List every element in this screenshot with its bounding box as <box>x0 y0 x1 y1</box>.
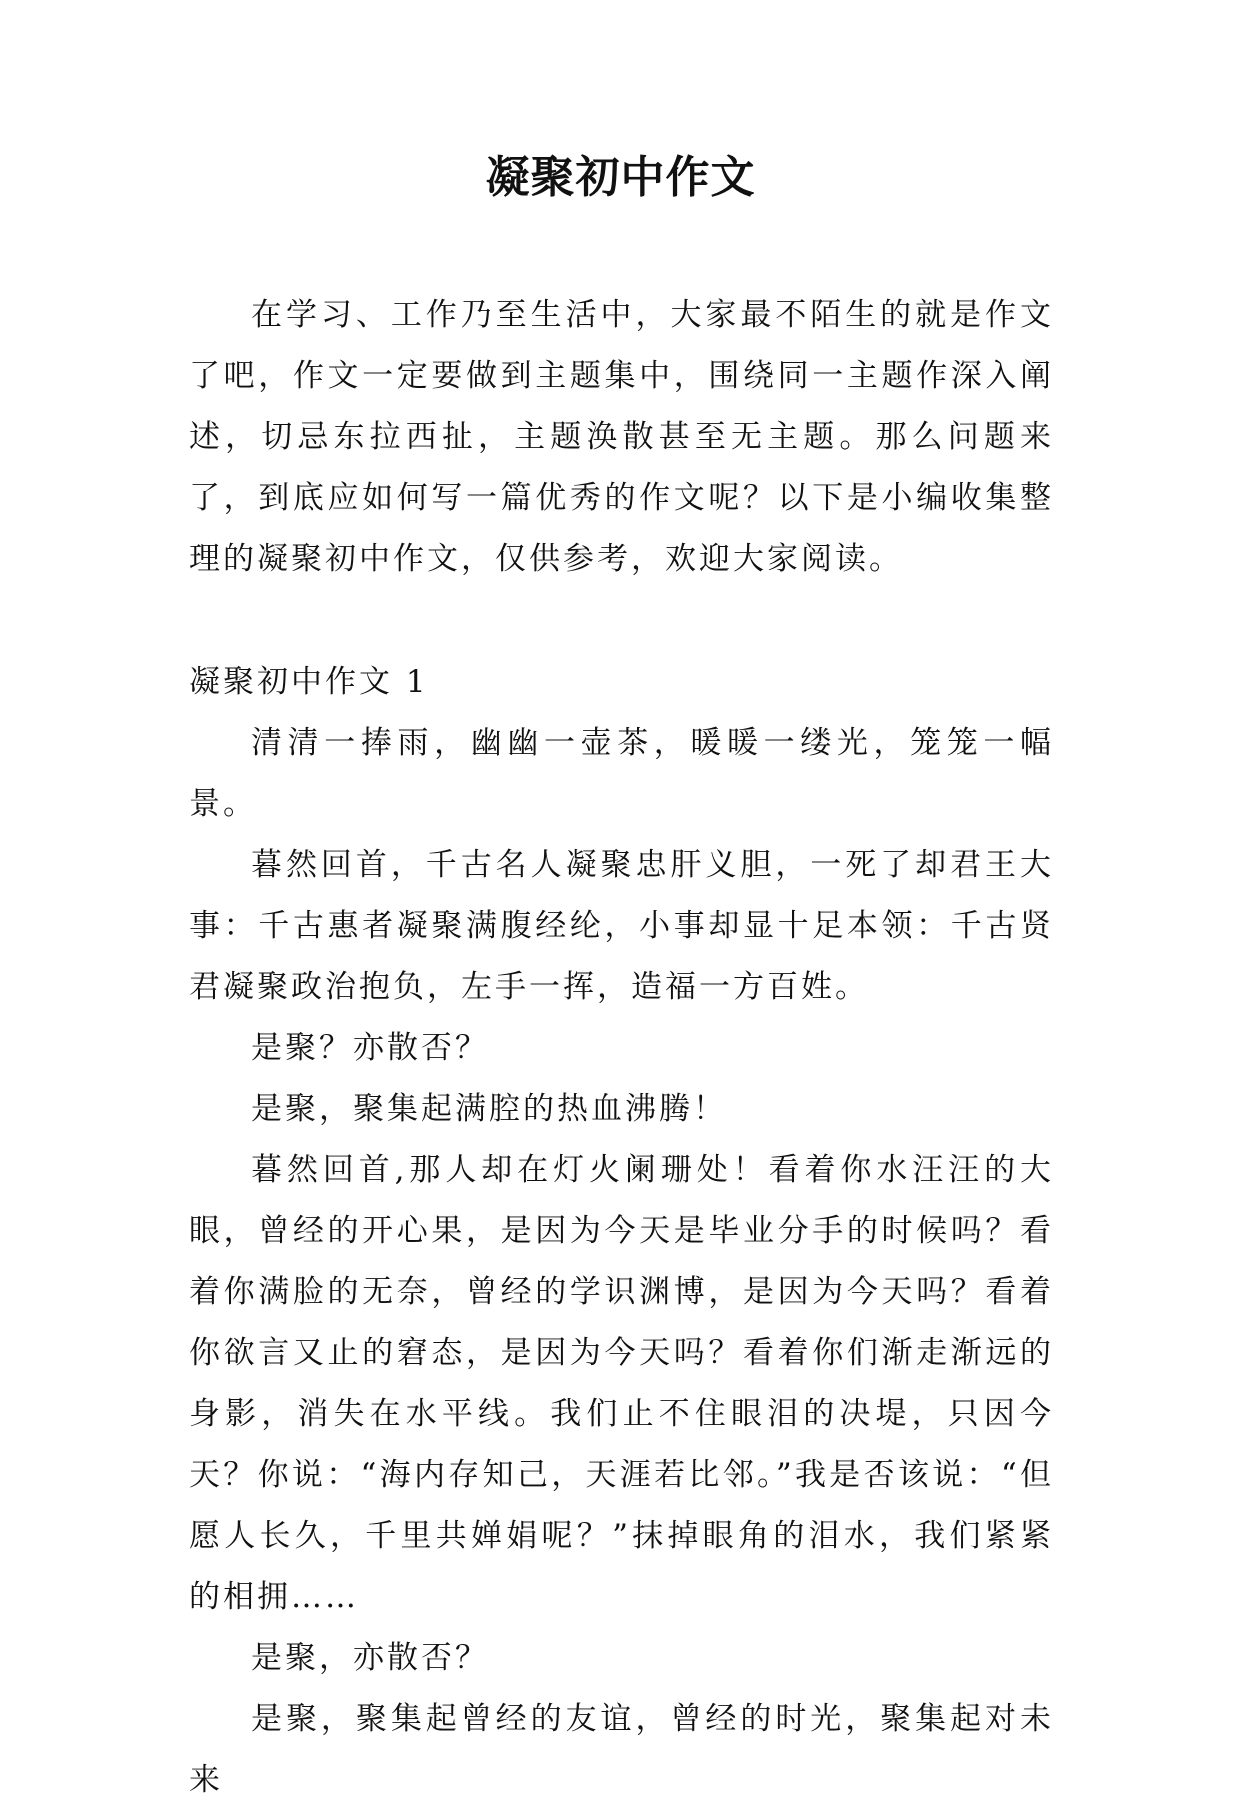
body-paragraph: 暮然回首,那人却在灯火阑珊处！看着你水汪汪的大眼，曾经的开心果，是因为今天是毕业分手的时候吗？看着你满脸的无奈，曾经的学识渊博，是因为今天吗？看着你欲言又止的窘态，是因为今天吗？看着你们渐走渐远的身影，消失在水平线。我们止不住眼泪的决堤，只因今天？你说：“海内存知己，天涯若比邻。”我是否该说：“但愿人长久，千里共婵娟呢？”抹掉眼角的泪水，我们紧紧的相拥…… <box>189 1152 1054 1615</box>
document-body <box>189 285 1054 1811</box>
intro-paragraph: 在学习、工作乃至生活中，大家最不陌生的就是作文了吧，作文一定要做到主题集中，围绕同一主题作深入阐述，切忌东拉西扯，主题涣散甚至无主题。那么问题来了，到底应如何写一篇优秀的作文呢？以下是小编收集整理的凝聚初中作文，仅供参考，欢迎大家阅读。 <box>189 297 1054 577</box>
body-paragraph: 是聚，亦散否？ <box>251 1640 489 1676</box>
document-title: 凝聚初中作文 <box>485 152 756 203</box>
body-paragraph: 是聚，聚集起曾经的友谊，曾经的时光，聚集起对未来 <box>189 1701 1054 1798</box>
body-paragraph: 是聚？亦散否？ <box>251 1030 489 1066</box>
section-heading: 凝聚初中作文 1 <box>189 664 429 700</box>
body-paragraph: 清清一捧雨，幽幽一壶茶，暖暖一缕光，笼笼一幅景。 <box>189 725 1054 822</box>
body-paragraph: 暮然回首，千古名人凝聚忠肝义胆，一死了却君王大事：千古惠者凝聚满腹经纶，小事却显十足本领：千古贤君凝聚政治抱负，左手一挥，造福一方百姓。 <box>189 847 1054 1005</box>
body-paragraph: 是聚，聚集起满腔的热血沸腾！ <box>251 1091 727 1127</box>
